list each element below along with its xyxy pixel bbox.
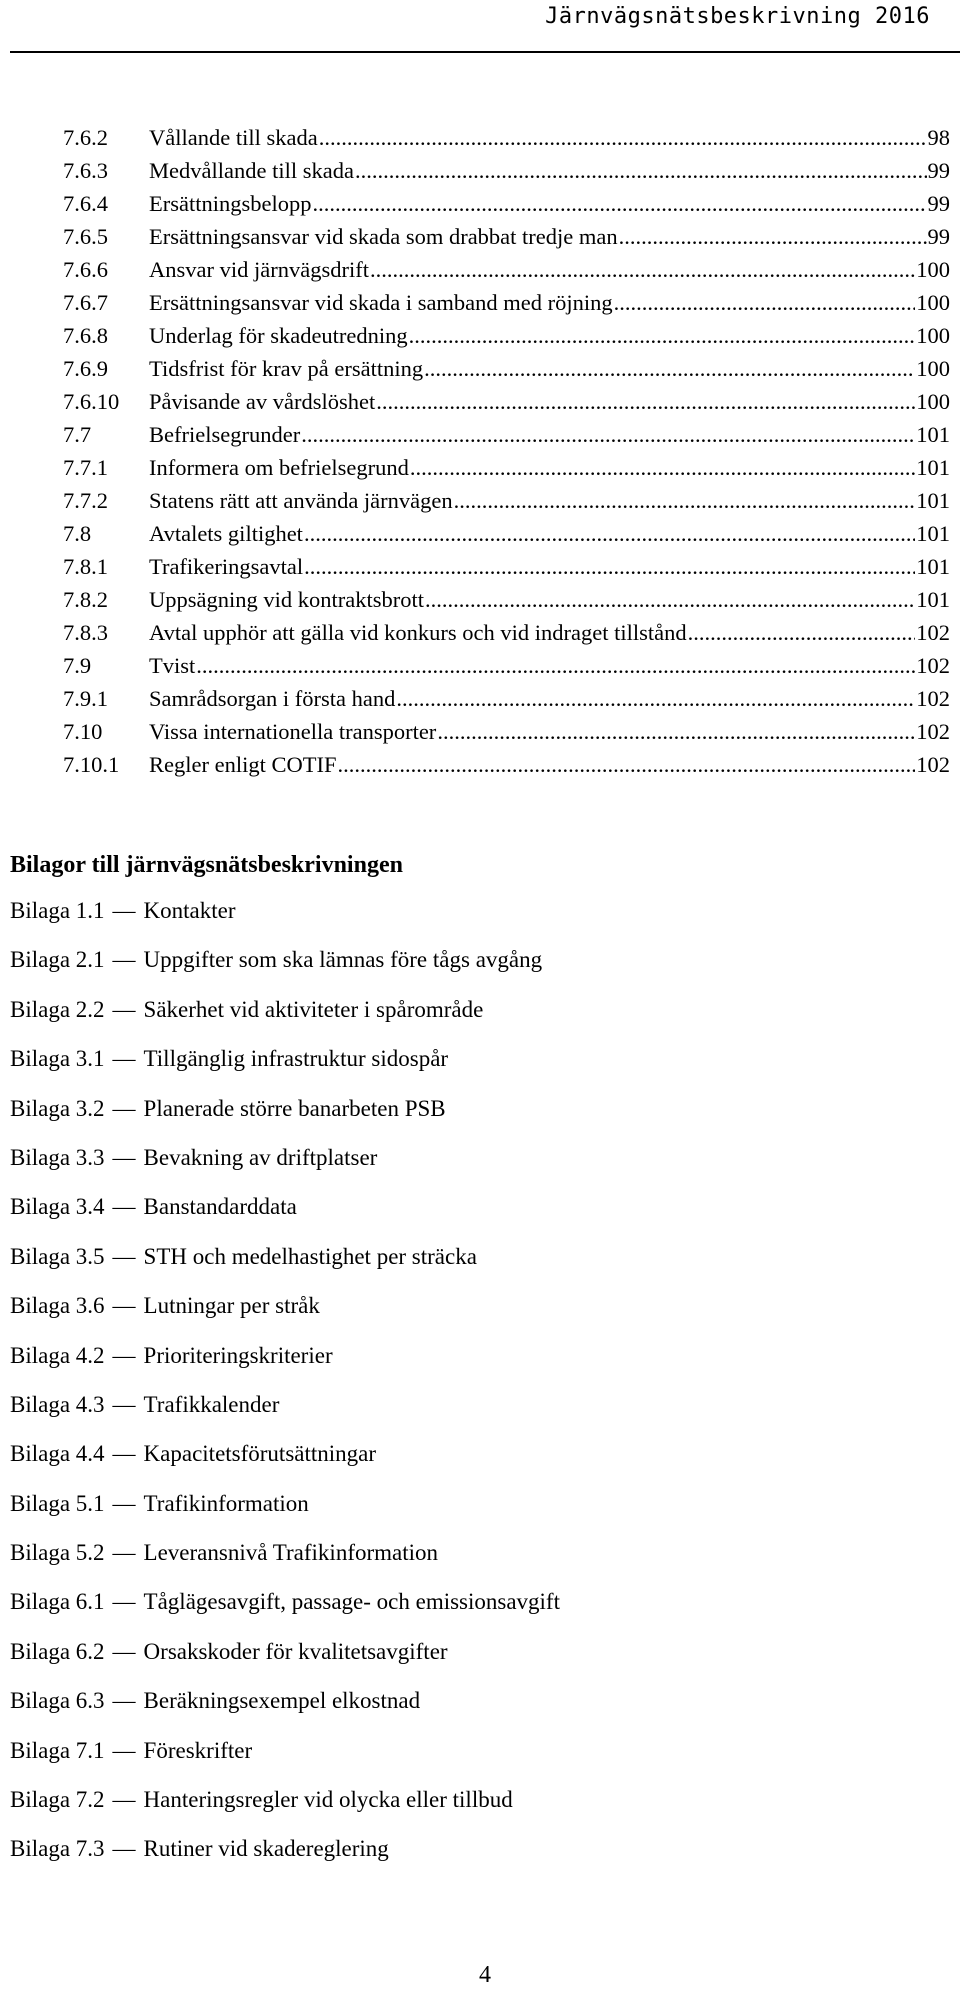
annex-dash: — (112, 1243, 136, 1269)
toc-entry[interactable] (63, 389, 950, 422)
toc-entry-number: 7.6.10 (63, 389, 120, 414)
toc-entry[interactable] (63, 488, 950, 521)
toc-entry-page: 102 (916, 719, 950, 744)
toc-entry-page: 102 (916, 653, 950, 678)
annex-dash: — (112, 1836, 136, 1862)
toc-entry[interactable] (63, 752, 950, 785)
annex-item[interactable] (10, 1836, 560, 1885)
annex-dash: — (112, 1046, 136, 1072)
annex-title: Leveransnivå Trafikinformation (143, 1540, 439, 1566)
toc-entry[interactable] (63, 653, 950, 686)
toc-entry-title: Tvist (149, 653, 196, 678)
annex-item[interactable] (10, 1738, 560, 1787)
toc-entry-title: Befrielsegrunder (149, 422, 301, 447)
toc-dot-leader (614, 290, 916, 316)
table-of-contents (63, 125, 950, 785)
toc-entry-number: 7.10 (63, 719, 103, 744)
toc-entry-title: Påvisande av vårdslöshet (149, 389, 376, 414)
toc-entry-page: 99 (927, 158, 950, 183)
toc-entry-page: 102 (916, 752, 950, 777)
annex-dash: — (112, 898, 136, 923)
toc-entry-title: Informera om befrielsegrund (149, 455, 409, 480)
annex-item[interactable] (10, 1145, 560, 1194)
annex-label: Bilaga 7.1 (10, 1737, 105, 1763)
annex-item[interactable] (10, 1441, 560, 1490)
annex-item[interactable] (10, 1096, 560, 1145)
annex-dash: — (112, 1391, 136, 1417)
toc-entry[interactable] (63, 356, 950, 389)
toc-dot-leader (337, 752, 915, 778)
toc-entry-page: 101 (916, 554, 950, 579)
annex-item[interactable] (10, 997, 560, 1046)
toc-entry-page: 101 (916, 488, 950, 513)
document-title: Järnvägsnätsbeskrivning 2016 (545, 4, 930, 29)
annex-dash: — (112, 1737, 136, 1763)
toc-entry-number: 7.6.3 (63, 158, 108, 183)
toc-dot-leader (619, 224, 927, 250)
annex-dash: — (112, 996, 136, 1022)
annex-label: Bilaga 2.1 (10, 947, 105, 973)
toc-entry-number: 7.10.1 (63, 752, 120, 777)
annex-label: Bilaga 6.1 (10, 1589, 105, 1615)
toc-entry-page: 102 (916, 620, 950, 645)
annex-item[interactable] (10, 1589, 560, 1638)
annex-label: Bilaga 4.4 (10, 1441, 105, 1467)
toc-dot-leader (304, 554, 915, 580)
annex-dash: — (112, 947, 136, 973)
page-header (0, 0, 960, 50)
annex-title: Planerade större banarbeten PSB (143, 1095, 446, 1121)
annex-item[interactable] (10, 1194, 560, 1243)
toc-entry-number: 7.7 (63, 422, 92, 447)
annex-label: Bilaga 4.3 (10, 1391, 105, 1417)
annex-label: Bilaga 3.6 (10, 1293, 105, 1319)
annex-title: Kapacitetsförutsättningar (143, 1441, 377, 1467)
toc-entry-number: 7.9.1 (63, 686, 108, 711)
toc-entry[interactable] (63, 191, 950, 224)
annex-item[interactable] (10, 1293, 560, 1342)
annex-title: Beräkningsexempel elkostnad (143, 1688, 421, 1714)
annex-dash: — (112, 1441, 136, 1467)
annex-title: Orsakskoder för kvalitetsavgifter (143, 1638, 448, 1664)
header-divider (10, 51, 960, 53)
toc-entry[interactable] (63, 521, 950, 554)
toc-entry-page: 101 (916, 521, 950, 546)
toc-entry[interactable] (63, 455, 950, 488)
toc-entry-number: 7.6.2 (63, 125, 108, 150)
toc-entry-number: 7.6.7 (63, 290, 108, 315)
annex-dash: — (112, 1638, 136, 1664)
annex-item[interactable] (10, 898, 560, 947)
toc-entry[interactable] (63, 587, 950, 620)
page-number: 4 (479, 1962, 491, 1988)
annex-dash: — (112, 1293, 136, 1319)
toc-dot-leader (424, 356, 915, 382)
toc-dot-leader (319, 125, 927, 151)
annex-title: Prioriteringskriterier (143, 1342, 333, 1368)
toc-entry-page: 101 (916, 587, 950, 612)
toc-entry-title: Trafikeringsavtal (149, 554, 304, 579)
annex-title: Lutningar per stråk (143, 1293, 320, 1319)
annex-label: Bilaga 3.1 (10, 1046, 105, 1072)
annex-dash: — (112, 1342, 136, 1368)
toc-dot-leader (454, 488, 916, 514)
toc-entry-title: Medvållande till skada (149, 158, 354, 183)
toc-entry-number: 7.7.2 (63, 488, 108, 513)
toc-dot-leader (196, 653, 915, 679)
toc-entry-page: 102 (916, 686, 950, 711)
toc-entry-title: Ansvar vid järnvägsdrift (149, 257, 369, 282)
annex-dash: — (112, 1144, 136, 1170)
annex-label: Bilaga 1.1 (10, 898, 105, 923)
annex-list (10, 898, 560, 1886)
annex-title: STH och medelhastighet per sträcka (143, 1243, 477, 1269)
toc-dot-leader (410, 455, 915, 481)
annex-label: Bilaga 5.2 (10, 1540, 105, 1566)
toc-entry-title: Ersättningsansvar vid skada i samband med röjning (149, 290, 613, 315)
toc-entry-page: 99 (927, 191, 950, 216)
annex-dash: — (112, 1540, 136, 1566)
toc-entry-title: Underlag för skadeutredning (149, 323, 408, 348)
toc-entry-number: 7.7.1 (63, 455, 108, 480)
annex-title: Kontakter (143, 898, 236, 923)
toc-entry-page: 99 (927, 224, 950, 249)
annex-dash: — (112, 1194, 136, 1220)
toc-entry-title: Regler enligt COTIF (149, 752, 337, 777)
toc-entry-number: 7.6.5 (63, 224, 108, 249)
annex-dash: — (112, 1490, 136, 1516)
toc-entry[interactable] (63, 719, 950, 752)
toc-entry-number: 7.8.1 (63, 554, 108, 579)
annex-title: Tåglägesavgift, passage- och emissionsavgift (143, 1589, 560, 1615)
annex-title: Uppgifter som ska lämnas före tågs avgång (143, 947, 543, 973)
annex-label: Bilaga 4.2 (10, 1342, 105, 1368)
toc-entry-page: 100 (916, 323, 950, 348)
annex-item[interactable] (10, 1688, 560, 1737)
annex-title: Hanteringsregler vid olycka eller tillbud (143, 1787, 513, 1813)
toc-entry-title: Ersättningsansvar vid skada som drabbat tredje man (149, 224, 618, 249)
toc-dot-leader (688, 620, 916, 646)
toc-dot-leader (301, 422, 915, 448)
toc-entry-number: 7.9 (63, 653, 92, 678)
annex-label: Bilaga 3.5 (10, 1243, 105, 1269)
toc-entry[interactable] (63, 290, 950, 323)
toc-entry-title: Tidsfrist för krav på ersättning (149, 356, 424, 381)
annex-label: Bilaga 6.2 (10, 1638, 105, 1664)
toc-entry-title: Statens rätt att använda järnvägen (149, 488, 453, 513)
toc-entry-title: Uppsägning vid kontraktsbrott (149, 587, 424, 612)
annex-item[interactable] (10, 1540, 560, 1589)
toc-entry[interactable] (63, 323, 950, 356)
annex-item[interactable] (10, 1046, 560, 1095)
annex-item[interactable] (10, 1639, 560, 1688)
annex-item[interactable] (10, 1491, 560, 1540)
toc-entry[interactable] (63, 125, 950, 158)
annex-dash: — (112, 1589, 136, 1615)
toc-entry-page: 100 (916, 356, 950, 381)
annex-title: Trafikkalender (143, 1391, 280, 1417)
annex-heading: Bilagor till järnvägsnätsbeskrivningen (10, 852, 403, 878)
toc-entry[interactable] (63, 686, 950, 719)
toc-dot-leader (396, 686, 915, 712)
toc-dot-leader (304, 521, 915, 547)
annex-item[interactable] (10, 947, 560, 996)
annex-label: Bilaga 2.2 (10, 996, 105, 1022)
annex-title: Bevakning av driftplatser (143, 1144, 378, 1170)
annex-item[interactable] (10, 1392, 560, 1441)
annex-item[interactable] (10, 1244, 560, 1293)
toc-dot-leader (376, 389, 915, 415)
annex-title: Tillgänglig infrastruktur sidospår (143, 1046, 449, 1072)
toc-entry-page: 100 (916, 389, 950, 414)
toc-entry-title: Ersättningsbelopp (149, 191, 312, 216)
annex-dash: — (112, 1095, 136, 1121)
toc-dot-leader (312, 191, 926, 217)
toc-entry-number: 7.6.4 (63, 191, 108, 216)
toc-entry[interactable] (63, 224, 950, 257)
toc-dot-leader (409, 323, 916, 349)
toc-entry-page: 100 (916, 257, 950, 282)
annex-label: Bilaga 3.2 (10, 1095, 105, 1121)
toc-entry[interactable] (63, 158, 950, 191)
toc-entry-number: 7.8.2 (63, 587, 108, 612)
annex-title: Rutiner vid skadereglering (143, 1836, 389, 1862)
toc-entry[interactable] (63, 257, 950, 290)
toc-dot-leader (370, 257, 915, 283)
annex-label: Bilaga 7.3 (10, 1836, 105, 1862)
toc-entry-title: Vissa internationella transporter (149, 719, 437, 744)
toc-entry[interactable] (63, 422, 950, 455)
toc-entry-number: 7.8.3 (63, 620, 108, 645)
toc-entry[interactable] (63, 620, 950, 653)
annex-dash: — (112, 1688, 136, 1714)
toc-entry-title: Avtal upphör att gälla vid konkurs och vid indraget tillstånd (149, 620, 687, 645)
annex-label: Bilaga 3.4 (10, 1194, 105, 1220)
toc-entry-title: Avtalets giltighet (149, 521, 303, 546)
annex-title: Föreskrifter (143, 1737, 253, 1763)
toc-entry-title: Samrådsorgan i första hand (149, 686, 396, 711)
toc-entry-number: 7.6.8 (63, 323, 108, 348)
annex-label: Bilaga 5.1 (10, 1490, 105, 1516)
annex-item[interactable] (10, 1343, 560, 1392)
toc-dot-leader (437, 719, 915, 745)
toc-dot-leader (425, 587, 915, 613)
annex-dash: — (112, 1787, 136, 1813)
toc-entry-number: 7.6.6 (63, 257, 108, 282)
toc-entry-page: 98 (927, 125, 950, 150)
annex-label: Bilaga 7.2 (10, 1787, 105, 1813)
toc-entry-page: 101 (916, 455, 950, 480)
toc-entry-number: 7.6.9 (63, 356, 108, 381)
toc-entry-number: 7.8 (63, 521, 92, 546)
annex-label: Bilaga 6.3 (10, 1688, 105, 1714)
annex-title: Trafikinformation (143, 1490, 309, 1516)
toc-entry-title: Vållande till skada (149, 125, 318, 150)
annex-title: Banstandarddata (143, 1194, 297, 1220)
toc-dot-leader (355, 158, 927, 184)
annex-item[interactable] (10, 1787, 560, 1836)
annex-label: Bilaga 3.3 (10, 1144, 105, 1170)
toc-entry[interactable] (63, 554, 950, 587)
toc-entry-page: 101 (916, 422, 950, 447)
toc-entry-page: 100 (916, 290, 950, 315)
annex-title: Säkerhet vid aktiviteter i spårområde (143, 996, 484, 1022)
